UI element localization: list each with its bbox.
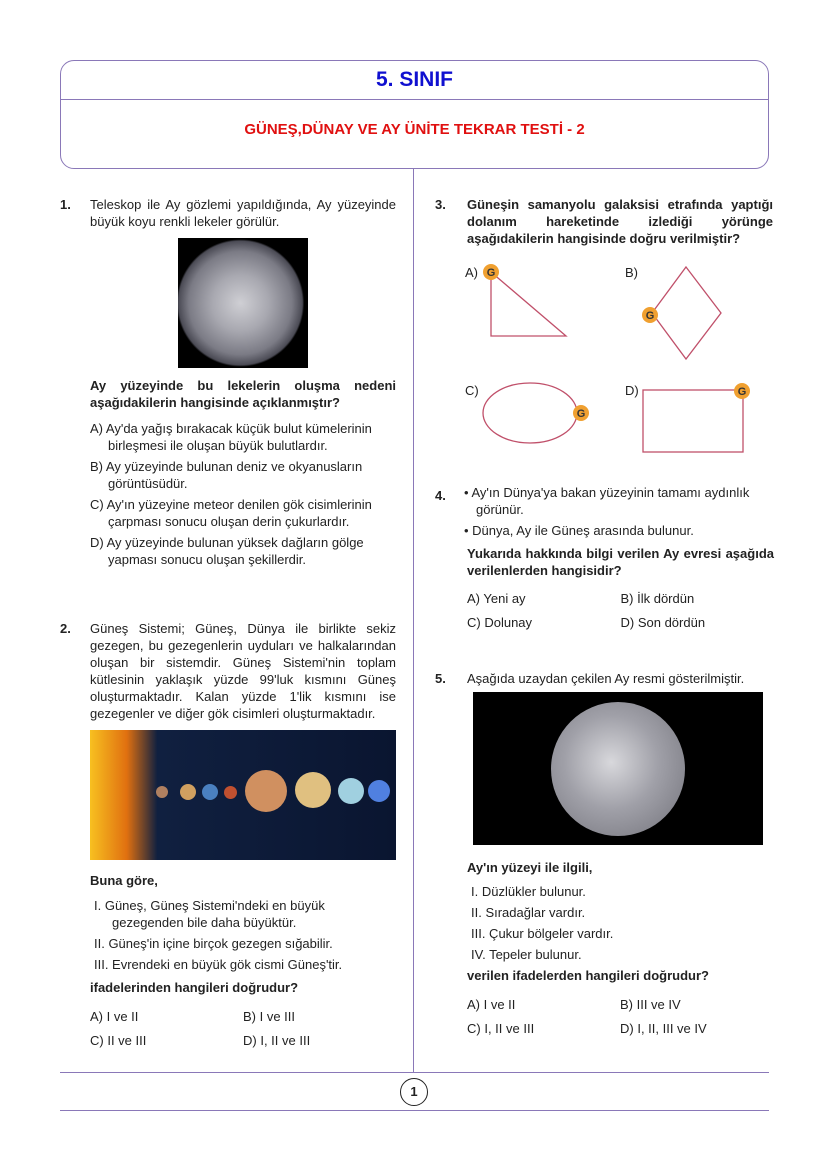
option-a-label[interactable]: A) [465, 265, 478, 280]
q5-option-d[interactable]: D) I, II, III ve IV [620, 1021, 707, 1036]
q1-number: 1. [60, 197, 71, 212]
q2-option-c[interactable]: C) II ve III [90, 1033, 147, 1048]
q4-option-c[interactable]: C) Dolunay [467, 615, 533, 630]
q3-question-text: Güneşin samanyolu galaksisi etrafında yaptığı dolanım hareketinde izlediği yörünge aşağıdakilerin hangisinde doğru verilmiştir? [467, 197, 773, 246]
q2-number: 2. [60, 621, 71, 636]
column-divider [413, 169, 414, 1072]
moon-photo [473, 692, 763, 845]
q5-text: Aşağıda uzaydan çekilen Ay resmi gösterilmiştir. [467, 671, 745, 686]
orbit-rectangle [643, 390, 743, 452]
q5-option-b[interactable]: B) III ve IV [620, 997, 681, 1012]
q4-option-b[interactable]: B) İlk dördün [620, 591, 695, 606]
q2-statement-1: I. Güneş, Güneş Sistemi'ndeki en büyük gezegenden bile daha büyüktür. [94, 898, 325, 930]
orbit-triangle [491, 272, 566, 336]
q5-statement-3: III. Çukur bölgeler vardır. [471, 926, 614, 941]
q2-option-a[interactable]: A) I ve II [90, 1009, 139, 1024]
question-1 [90, 196, 396, 572]
q2-text: Güneş Sistemi; Güneş, Dünya ile birlikte sekiz gezegen, bu gezegenlerin uyduları ve halkalarından oluşan bir sistemdir. Güneş Sistemi'nin toplam kütlesinin yaklaşık yüzde 99'luk kısmını Güneş oluşturmaktadır. Kalan yüzde 1'lik kısmını ise gezegenler ve diğer gök cisimleri oluşturmaktadır. [90, 621, 396, 721]
q4-option-a[interactable]: A) Yeni ay [467, 591, 526, 606]
q4-number: 4. [435, 488, 446, 503]
moon-image [178, 238, 308, 368]
q1-text: Teleskop ile Ay gözlemi yapıldığında, Ay yüzeyinde büyük koyu renkli lekeler görülür. [90, 197, 396, 229]
q1-option-c[interactable]: C) Ay'ın yüzeyine meteor denilen gök cisimlerinin çarpması sonucu oluşan derin çukurlardır. [90, 497, 372, 529]
q4-bullet-2-text: Dünya, Ay ile Güneş arasında bulunur. [472, 523, 694, 538]
q3-question [467, 196, 773, 247]
grade-title: 5. SINIF [375, 68, 454, 91]
orbit-ellipse [483, 383, 577, 443]
orbit-diamond [652, 267, 721, 359]
q1-option-b[interactable]: B) Ay yüzeyinde bulunan deniz ve okyanusların görüntüsüdür. [90, 459, 363, 491]
q2-statement-3: III. Evrendeki en büyük gök cismi Güneş'tir. [94, 957, 343, 972]
solar-system-image [90, 730, 396, 860]
orbit-diagrams [430, 250, 780, 460]
header-box [60, 60, 769, 169]
q4-option-d[interactable]: D) Son dördün [620, 615, 706, 630]
q1-option-a[interactable]: A) Ay'da yağış bırakacak küçük bulut kümelerinin birleşmesi ile oluşan büyük bulutlardır. [90, 421, 372, 453]
sun-label: G [576, 408, 586, 420]
footer-line-top [60, 1072, 769, 1073]
option-d-label[interactable]: D) [625, 383, 639, 398]
sun-label: G [645, 310, 655, 322]
q2-option-d[interactable]: D) I, II ve III [243, 1033, 311, 1048]
q2-lead: Buna göre, [90, 873, 158, 888]
q5-question: verilen ifadelerden hangileri doğrudur? [467, 968, 709, 983]
sun-label: G [486, 267, 496, 279]
q5-number: 5. [435, 671, 446, 686]
q3-number: 3. [435, 197, 446, 212]
sun-label: G [737, 386, 747, 398]
q5-option-a[interactable]: A) I ve II [467, 997, 516, 1012]
page-number: 1 [400, 1078, 428, 1106]
question-5 [467, 670, 773, 1037]
q2-statement-2: II. Güneş'in içine birçok gezegen sığabilir. [94, 936, 333, 951]
q2-question: ifadelerinden hangileri doğrudur? [90, 980, 299, 995]
option-b-label[interactable]: B) [625, 265, 638, 280]
q5-statement-1: I. Düzlükler bulunur. [471, 884, 586, 899]
q1-option-d[interactable]: D) Ay yüzeyinde bulunan yüksek dağların gölge yapması sonucu oluşan şekillerdir. [90, 535, 364, 567]
q4-bullet-1-text: Ay'ın Dünya'ya bakan yüzeyinin tamamı aydınlık görünür. [471, 485, 750, 517]
q2-option-b[interactable]: B) I ve III [243, 1009, 296, 1024]
footer-line-bottom [60, 1110, 769, 1111]
q4-question: Yukarıda hakkında bilgi verilen Ay evresi aşağıda verilenlerden hangisidir? [467, 546, 774, 578]
header-divider [61, 99, 768, 100]
question-4 [464, 484, 774, 631]
q5-lead: Ay'ın yüzeyi ile ilgili, [467, 860, 593, 875]
q5-statement-2: II. Sıradağlar vardır. [471, 905, 586, 920]
q4-bullet-1: • Ay'ın Dünya'ya bakan yüzeyinin tamamı aydınlık görünür. [464, 485, 750, 517]
q4-bullet-2: • Dünya, Ay ile Güneş arasında bulunur. [464, 523, 694, 538]
question-2 [90, 620, 396, 1049]
q5-option-c[interactable]: C) I, II ve III [467, 1021, 535, 1036]
q5-statement-4: IV. Tepeler bulunur. [471, 947, 582, 962]
test-title: GÜNEŞ,DÜNAY VE AY ÜNİTE TEKRAR TESTİ - 2 [244, 121, 585, 138]
option-c-label[interactable]: C) [465, 383, 479, 398]
q1-question: Ay yüzeyinde bu lekelerin oluşma nedeni aşağıdakilerin hangisinde açıklanmıştır? [90, 378, 396, 410]
